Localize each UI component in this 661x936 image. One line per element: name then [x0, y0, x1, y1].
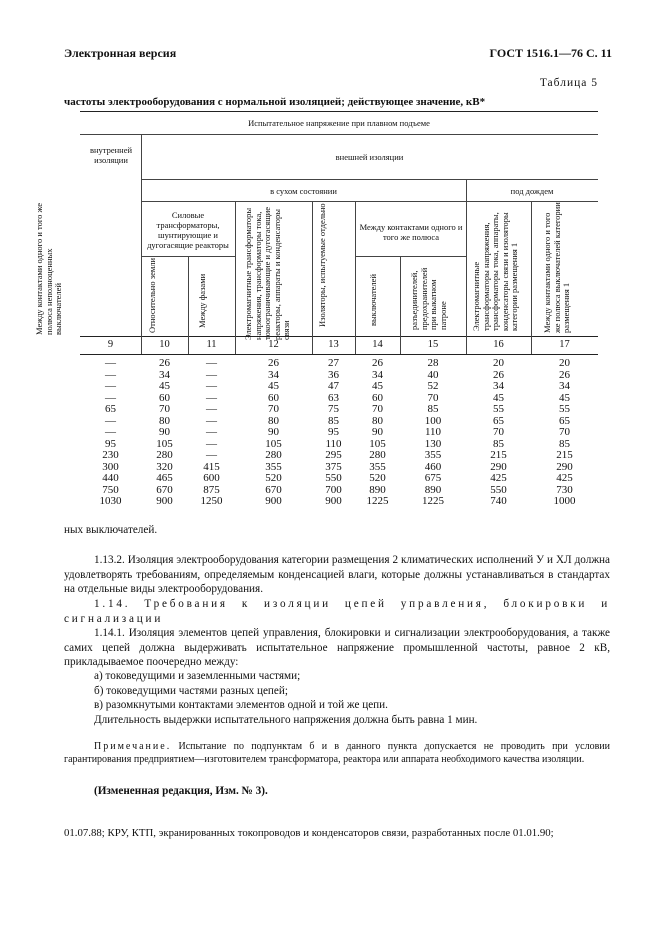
table-cell: 20: [559, 357, 570, 369]
table-rule: [80, 134, 598, 135]
header-col-16: Электромагнитные трансформаторы напряжения, трансформаторы тока, аппараты, конденсаторы связи и изоляторы категории размещения 1: [471, 212, 519, 331]
col-number-12: 12: [268, 339, 279, 350]
table-cell: 425: [556, 472, 573, 484]
table-rule: [531, 201, 532, 354]
col-number-17: 17: [559, 339, 570, 350]
table-cell: 80: [372, 414, 383, 427]
header-internal: внутренней изоляции: [89, 145, 133, 165]
table-title: частоты электрооборудования с нормальной изоляцией; действующее значение, кВ*: [64, 96, 486, 108]
col-number-11: 11: [206, 339, 217, 350]
table-cell: 75: [328, 403, 339, 415]
table-cell: 900: [265, 495, 282, 507]
header-col-17: Между контактами одного и того же полюса выключателей категории размещения 1: [542, 202, 571, 333]
table-cell: 60: [268, 391, 279, 404]
table-cell: —: [105, 368, 116, 381]
header-right: ГОСТ 1516.1—76 С. 11: [489, 46, 612, 60]
table-cell: 45: [559, 391, 570, 404]
table-cell: 45: [159, 380, 170, 392]
table-cell: 1030: [99, 495, 122, 507]
table-cell: 65: [559, 414, 570, 427]
table-cell: 28: [427, 357, 439, 369]
table-cell: 85: [328, 414, 339, 427]
table-column-16: [466, 358, 531, 508]
table-cell: 95: [328, 426, 339, 438]
table-cell: 300: [102, 460, 119, 473]
table-cell: 60: [372, 391, 383, 404]
list-item-c: в) разомкнутыми контактами элементов одной и той же цепи.: [94, 699, 388, 711]
table-rule: [80, 336, 598, 337]
table-cell: 26: [159, 357, 170, 369]
table-cell: 740: [490, 495, 507, 507]
table-cell: 70: [559, 426, 570, 438]
table-cell: 80: [159, 414, 170, 427]
table-cell: 890: [424, 483, 442, 496]
table-cell: 110: [424, 426, 442, 438]
table-cell: 890: [369, 483, 386, 496]
note-label: Примечание.: [94, 741, 172, 752]
paragraph-1-13-2: 1.13.2. Изоляция электрооборудования категории размещения 2 климатических исполнений У и ХЛ должна удовлетворять требованиям, определяемым конденсацией влаги, которые должны устанавливаться в стандартах на отдельные виды электрооборудования.: [64, 554, 610, 596]
header-dry: в сухом состоянии: [270, 186, 337, 196]
table-cell: 26: [493, 368, 504, 381]
table-cell: 55: [493, 403, 504, 415]
table-cell: 70: [268, 403, 279, 415]
table-cell: 27: [328, 357, 339, 369]
table-cell: 40: [427, 368, 439, 381]
table-cell: 55: [559, 403, 570, 415]
footnote-continuation: 01.07.88; КРУ, КТП, экранированных токопроводов и конденсаторов связи, разработанных после 01.01.90;: [64, 827, 554, 839]
header-external: внешней изоляции: [335, 152, 404, 162]
list-item-b: б) токоведущими частями разных цепей;: [94, 685, 288, 697]
table-cell: 280: [369, 449, 386, 461]
table-rule: [355, 201, 356, 354]
table-cell: 1000: [553, 495, 576, 507]
table-cell: —: [206, 368, 217, 381]
table-rule: [312, 201, 313, 354]
header-col-12: Электромагнитные трансформаторы напряжения, трансформаторы тока, токоограничивающие и дугогасящие реакторы, аппараты и конденсаторы связи: [243, 206, 291, 340]
table-cell: 425: [490, 472, 507, 484]
table-cell: 355: [369, 460, 386, 473]
table-cell: 80: [268, 414, 279, 427]
table-cell: 750: [102, 483, 119, 496]
header-col-11: Между фазами: [197, 273, 207, 328]
table-cell: —: [105, 426, 116, 438]
table-cell: 215: [490, 449, 507, 461]
table-cell: —: [105, 391, 116, 404]
table-rule: [80, 354, 598, 355]
table-cell: 34: [559, 380, 570, 392]
table-cell: 85: [493, 437, 504, 450]
paragraph-1-14-1: 1.14.1. Изоляция элементов цепей управления, блокировки и сигнализации электрооборудования, а также самих цепей должна выдерживать испытательное напряжение промышленной частоты, равное 2 кВ, прикладываемое поочередно между:: [64, 627, 610, 669]
header-rain: под дождем: [510, 186, 554, 196]
header-power-group: Силовые трансформаторы, шунтирующие и дугогасящие реакторы: [147, 210, 229, 250]
table-cell: 290: [490, 460, 507, 473]
note-text: Испытание по подпунктам б и в данного пункта допускается не проводить при условии гарантирования предприятием—изготовителем трансформатора, реактора или аппарата необходимого качества изоляции.: [64, 741, 610, 765]
table-cell: 45: [372, 380, 383, 392]
table-cell: 460: [424, 460, 442, 473]
table-cell: 26: [268, 357, 279, 369]
table-cell: 90: [372, 426, 383, 438]
table-cell: 34: [372, 368, 383, 381]
table-cell: 60: [159, 391, 170, 404]
table-cell: 85: [427, 403, 439, 415]
table-rule: [235, 201, 236, 354]
table-cell: 1250: [200, 495, 223, 507]
table-cell: 105: [265, 437, 282, 450]
table-cell: —: [105, 380, 116, 392]
table-cell: 20: [493, 357, 504, 369]
table-rule: [80, 111, 598, 112]
table-cell: 355: [265, 460, 282, 473]
table-cell: —: [206, 426, 217, 438]
header-test-voltage: Испытательное напряжение при плавном подъеме: [248, 118, 430, 128]
table-cell: 230: [102, 449, 119, 461]
section-heading-1-14: 1.14. Требования к изоляции цепей управления, блокировки и сигнализации: [64, 598, 610, 625]
table-cell: 550: [325, 472, 342, 484]
paragraph-duration: Длительность выдержки испытательного напряжения должна быть равна 1 мин.: [94, 714, 478, 726]
table-cell: 1225: [366, 495, 389, 507]
table-cell: 280: [156, 449, 173, 461]
table-cell: 70: [372, 403, 383, 415]
header-col-10: Относительно земли: [147, 257, 157, 333]
header-col-14: выключателей: [368, 273, 378, 326]
table-cell: 100: [424, 414, 442, 427]
table-column-9: [80, 358, 141, 508]
table-cell: 65: [493, 414, 504, 427]
table-caption: Таблица 5: [539, 77, 598, 89]
table-cell: 465: [156, 472, 173, 484]
table-cell: 63: [328, 391, 339, 404]
table-cell: 875: [203, 483, 220, 496]
table-cell: —: [206, 414, 217, 427]
table-column-10: [141, 358, 188, 508]
table-cell: 110: [325, 437, 342, 450]
table-cell: 85: [559, 437, 570, 450]
header-col-9: Между контактами одного и того же полюса неполноценных выключателей: [34, 202, 63, 335]
header-left: Электронная версия: [64, 46, 177, 60]
table-cell: 90: [159, 426, 170, 438]
table-column-17: [531, 358, 598, 508]
table-cell: 90: [268, 426, 279, 438]
table-cell: 36: [328, 368, 339, 381]
table-cell: 47: [328, 380, 339, 392]
table-rule: [355, 256, 466, 257]
table-cell: 280: [265, 449, 282, 461]
table-cell: 295: [325, 449, 342, 461]
table-cell: 105: [156, 437, 173, 450]
col-number-10: 10: [159, 339, 170, 350]
table-column-12: [235, 358, 312, 508]
table-cell: 730: [556, 483, 573, 496]
header-contacts-group: Между контактами одного и того же полюса: [359, 222, 463, 242]
note: [64, 741, 610, 766]
table-cell: 215: [556, 449, 573, 461]
table-cell: 320: [156, 460, 173, 473]
table-cell: 34: [493, 380, 504, 392]
table-cell: 520: [265, 472, 282, 484]
col-number-14: 14: [372, 339, 383, 350]
table-rule: [141, 201, 598, 202]
col-number-16: 16: [493, 339, 504, 350]
table-cell: 900: [156, 495, 173, 507]
table-cell: 1225: [422, 495, 444, 507]
table-cell: 105: [369, 437, 386, 450]
table-cell: 600: [203, 472, 220, 484]
table-cell: 95: [105, 437, 116, 450]
col-number-15: 15: [427, 339, 439, 350]
table-cell: 70: [159, 403, 170, 415]
table-cell: —: [206, 403, 217, 415]
header-col-15: разъединителей, предохранителей при выкатном патроне: [409, 267, 448, 330]
table-cell: 70: [493, 426, 504, 438]
col-number-9: 9: [107, 339, 114, 350]
table-cell: 34: [159, 368, 170, 381]
table-cell: 52: [427, 380, 439, 392]
text-continuation: ных выключателей.: [64, 524, 158, 536]
table-cell: 34: [268, 368, 279, 381]
table-cell: 670: [265, 483, 282, 496]
table-cell: 26: [559, 368, 570, 381]
table-cell: 440: [102, 472, 119, 484]
table-column-11: [188, 358, 235, 508]
table-cell: 65: [105, 403, 116, 415]
header-col-13: Изоляторы, испытуемые отдельно: [317, 203, 327, 327]
table-cell: 375: [325, 460, 342, 473]
table-column-15: [400, 358, 466, 508]
col-number-13: 13: [328, 339, 339, 350]
table-cell: 520: [369, 472, 386, 484]
table-cell: 45: [493, 391, 504, 404]
table-cell: 45: [268, 380, 279, 392]
table-column-14: [355, 358, 400, 508]
table-cell: 415: [203, 460, 220, 473]
table-cell: 355: [424, 449, 442, 461]
table-cell: 290: [556, 460, 573, 473]
edition-note: (Измененная редакция, Изм. № 3).: [94, 785, 268, 797]
table-cell: 26: [372, 357, 383, 369]
table-rule: [141, 179, 598, 180]
table-cell: —: [206, 391, 217, 404]
table-column-13: [312, 358, 355, 508]
table-cell: —: [206, 380, 217, 392]
list-item-a: а) токоведущими и заземленными частями;: [94, 670, 301, 682]
table-cell: 700: [325, 483, 342, 496]
table-cell: 550: [490, 483, 507, 496]
table-cell: —: [105, 357, 116, 369]
table-cell: —: [206, 437, 217, 450]
table-cell: —: [206, 357, 217, 369]
table-cell: 675: [424, 472, 442, 484]
table-cell: 670: [156, 483, 173, 496]
table-cell: 70: [427, 391, 439, 404]
table-cell: 900: [325, 495, 342, 507]
table-cell: 130: [424, 437, 442, 450]
table-cell: —: [206, 449, 217, 461]
table-cell: —: [105, 414, 116, 427]
table-rule: [466, 179, 467, 354]
